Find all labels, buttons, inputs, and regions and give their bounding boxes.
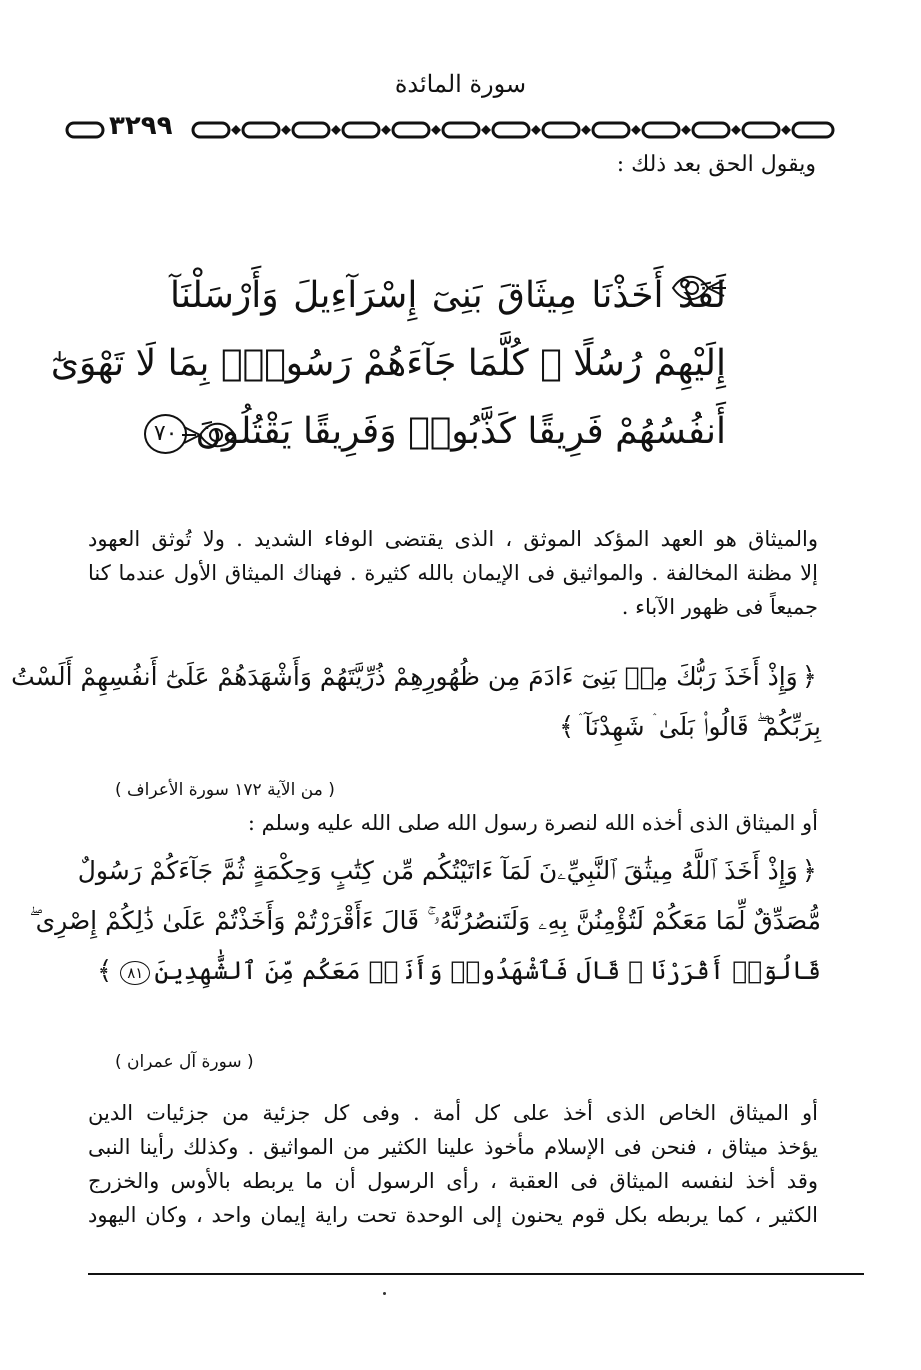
verse-source-araf: ( من الآية ١٧٢ سورة الأعراف )	[115, 780, 335, 800]
intro-text: ويقول الحق بعد ذلك :	[616, 152, 816, 177]
verse-source-imran: ( سورة آل عمران )	[115, 1052, 254, 1072]
verse-close-bracket: ﴾	[97, 956, 113, 986]
paragraph-3-line-1: أو الميثاق الخاص الذى أخذ على كل أمة . وفى كل جزئية من جزئيات الدين	[88, 1101, 818, 1125]
verse-araf-line-1-text: وَإِذْ أَخَذَ رَبُّكَ مِنۢ بَنِىٓ ءَادَمَ مِن ظُهُورِهِمْ ذُرِّيَّتَهُمْ وَأَشْهَدَهُمْ عَلَىٰٓ أَنفُسِهِمْ أَلَسْتُ	[11, 662, 798, 691]
verse-imran-line-1-text: وَإِذْ أَخَذَ ٱللَّهُ مِيثَٰقَ ٱلنَّبِيِّۦنَ لَمَآ ءَاتَيْتُكُم مِّن كِتَٰبٍ وَحِكْمَةٍ ثُمَّ جَآءَكُمْ رَسُولٌ	[77, 856, 798, 885]
paragraph-3-line-3: وقد أخذ لنفسه الميثاق فى العقبة ، رأى الرسول أن ما يربطه بالأوس والخزرج	[88, 1169, 818, 1193]
verse-imran-line-1	[77, 846, 821, 896]
verse-end-ornament-icon	[180, 415, 240, 455]
footer-dot	[383, 1292, 386, 1295]
ayah-number-badge: ٧٠	[144, 414, 188, 454]
paragraph-1-line-2: إلا مظنة المخالفة . والمواثيق فى الإيمان بالله كثيرة . فهناك الميثاق الأول عندما كنا	[88, 561, 818, 585]
ayah-number-badge: ٨١	[120, 961, 150, 985]
paragraph-3-line-4: الكثير ، كما يربطه بكل قوم يحنون إلى الوحدة تحت راية إيمان واحد ، وكان اليهود	[88, 1203, 818, 1227]
main-verse	[50, 262, 726, 466]
verse-araf-line-1	[11, 652, 821, 702]
commentary-paragraph-1	[88, 522, 818, 624]
header-ornament-band	[65, 115, 840, 145]
main-verse-line-2: إِلَيْهِمْ رُسُلًا ۖ كُلَّمَا جَآءَهُمْ رَسُولٌۢ بِمَا لَا تَهْوَىٰٓ	[50, 343, 726, 384]
paragraph-1-line-3: جميعاً فى ظهور الآباء .	[621, 595, 818, 619]
verse-close-bracket: ﴾	[558, 712, 575, 742]
page-number: ٣٢٩٩	[105, 111, 176, 141]
verse-imran-line-2: مُّصَدِّقٌ لِّمَا مَعَكُمْ لَتُؤْمِنُنَّ بِهِۦ وَلَتَنصُرُنَّهُۥ ۚ قَالَ ءَأَقْرَرْتُمْ وَأَخَذْتُمْ عَلَىٰ ذَٰلِكُمْ إِصْرِى ۖ	[29, 906, 821, 935]
verse-imran-line-3-text: قَالُوٓا۟ أَقْرَرْنَا ۚ قَالَ فَٱشْهَدُوا۟ وَأَنَا۠ مَعَكُم مِّنَ ٱلشَّٰهِدِينَ	[154, 956, 821, 985]
paragraph-2-line-1: أو الميثاق الذى أخذه الله لنصرة رسول الله صلى الله عليه وسلم :	[247, 811, 818, 835]
paragraph-3-line-2: يؤخذ ميثاق ، فنحن فى الإسلام مأخوذ علينا الكثير من المواثيق . وكذلك رأينا النبى	[88, 1135, 818, 1159]
verse-araf-line-2-text: بِرَبِّكُمْ ۖ قَالُوا۟ بَلَىٰ ۛ شَهِدْنَآ ۛ	[578, 712, 821, 741]
paragraph-1-line-1: والميثاق هو العهد المؤكد الموثق ، الذى يقتضى الوفاء الشديد . ولا تُوثق العهود	[88, 527, 818, 551]
verse-imran-line-3	[98, 946, 821, 996]
surah-title: سورة المائدة	[394, 70, 527, 98]
commentary-paragraph-3	[88, 1096, 818, 1232]
verse-open-bracket: ﴿	[801, 662, 817, 692]
main-verse-line-1: لَقَدْ أَخَذْنَا مِيثَاقَ بَنِىٓ إِسْرَآءِيلَ وَأَرْسَلْنَآ	[170, 275, 726, 316]
commentary-paragraph-2	[150, 806, 818, 840]
verse-araf-line-2	[98, 702, 821, 752]
footer-rule	[88, 1273, 864, 1275]
quran-verse-araf	[11, 652, 821, 752]
quran-verse-imran	[29, 846, 821, 996]
main-verse-line-3	[153, 398, 726, 466]
verse-open-bracket: ﴿	[801, 856, 817, 886]
main-verse-line-3-text: أَنفُسُهُمْ فَرِيقًا كَذَّبُوا۟ وَفَرِيقًا يَقْتُلُونَ	[195, 411, 726, 452]
